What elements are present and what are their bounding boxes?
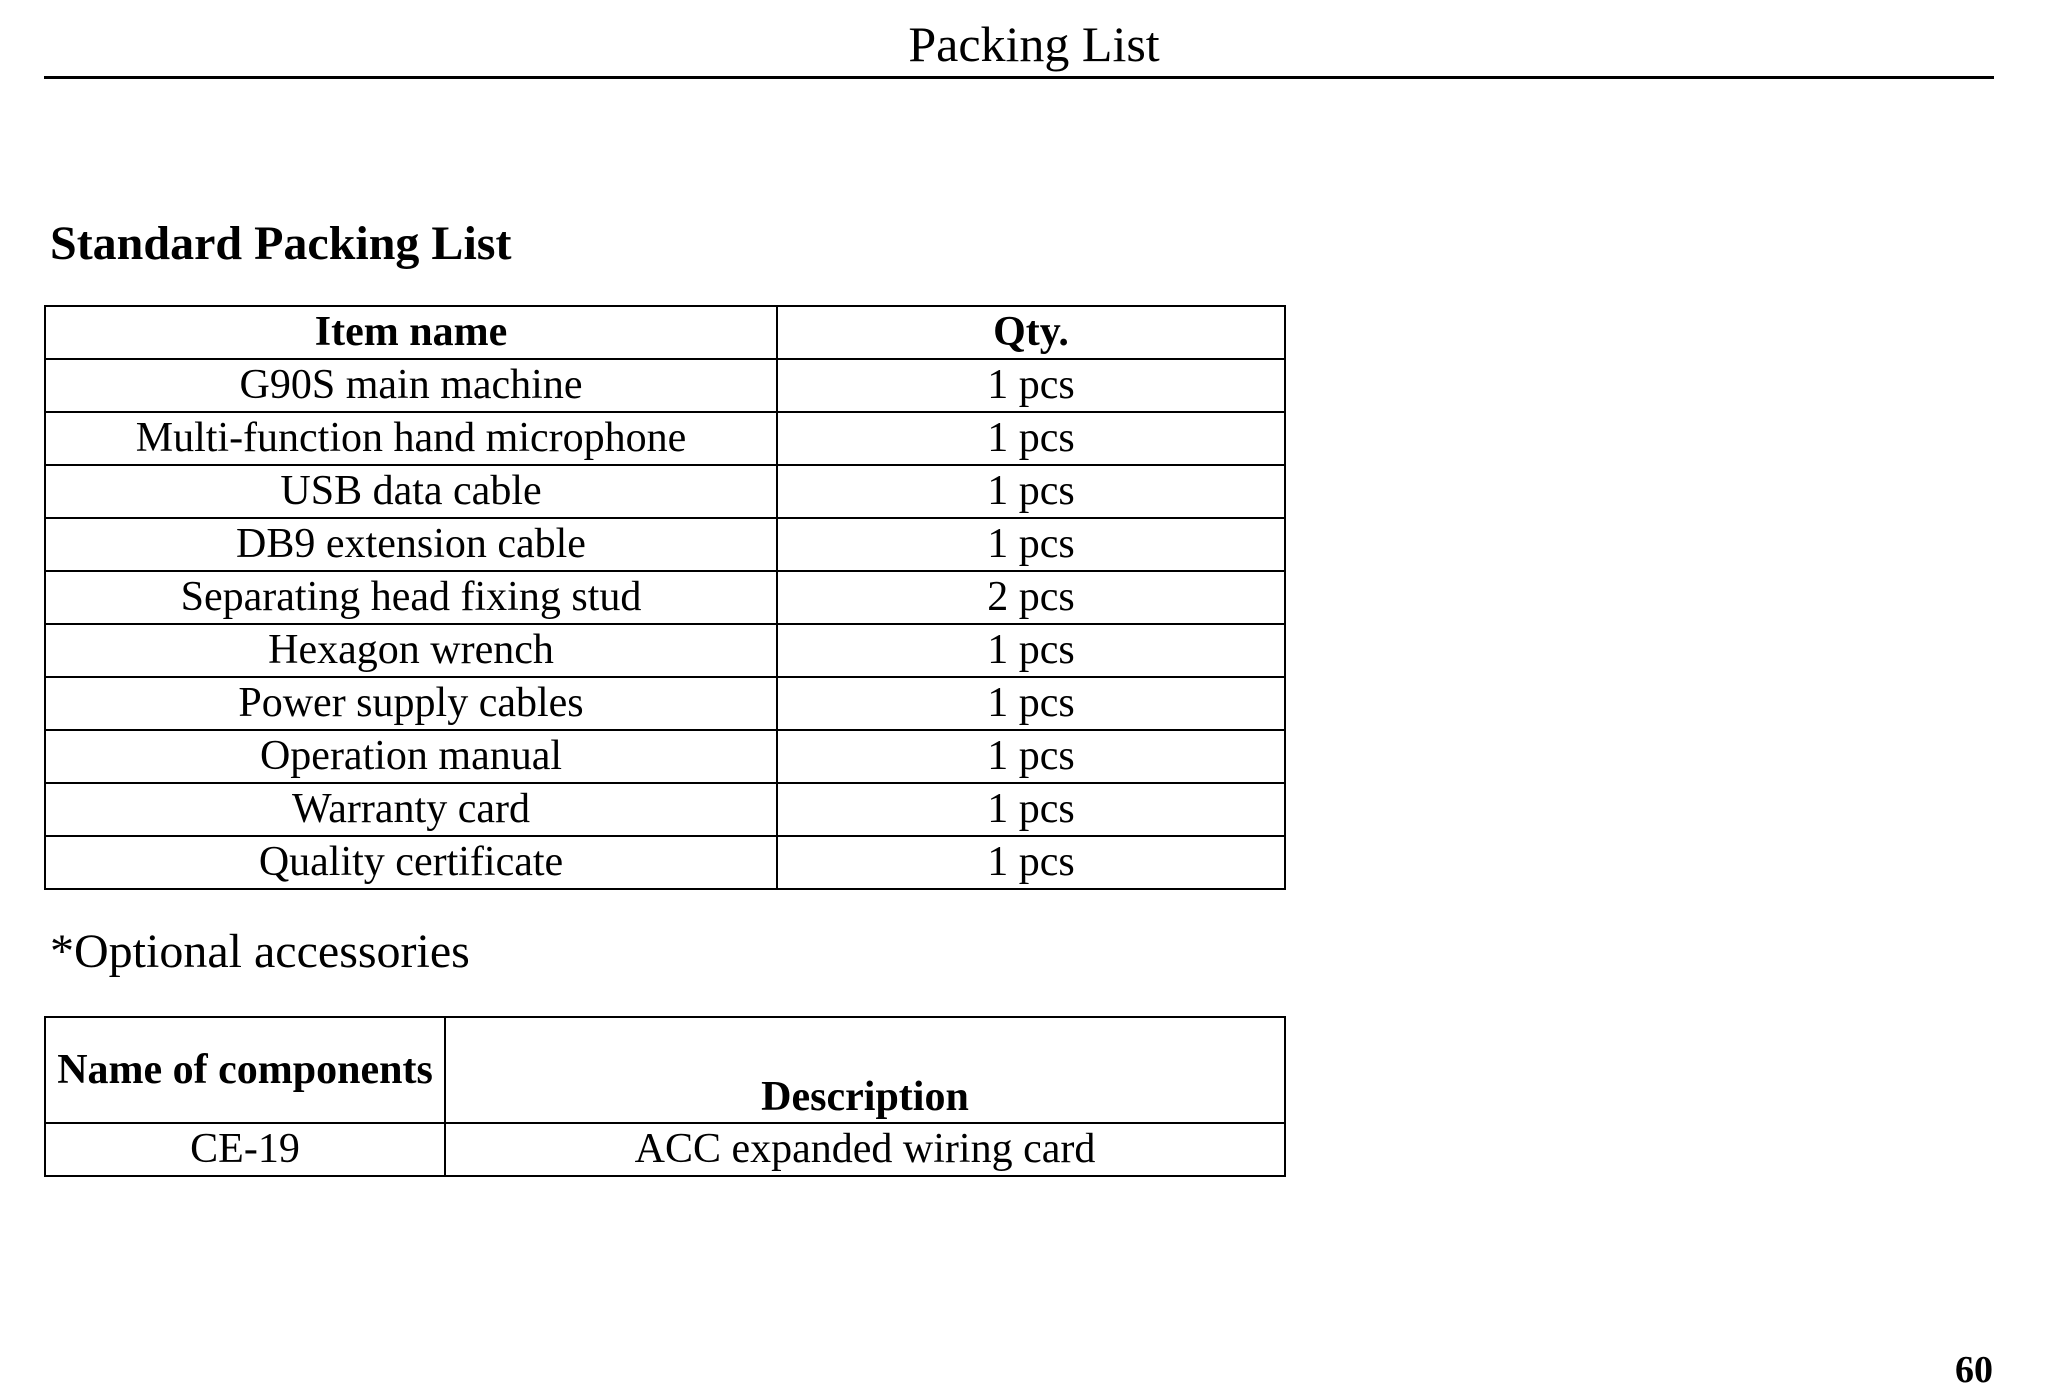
table-row: [45, 412, 1285, 465]
column-header-qty: Qty.: [777, 306, 1285, 359]
item-name-cell: Hexagon wrench: [45, 624, 777, 677]
standard-packing-table: [44, 305, 1286, 890]
column-header-item-name: Item name: [45, 306, 777, 359]
qty-cell: 1 pcs: [777, 730, 1285, 783]
qty-cell: 1 pcs: [777, 359, 1285, 412]
table-row: [45, 1123, 1285, 1176]
qty-cell: 1 pcs: [777, 624, 1285, 677]
component-description-cell: ACC expanded wiring card: [445, 1123, 1285, 1176]
table-header-row: [45, 1017, 1285, 1123]
table-row: [45, 571, 1285, 624]
table-row: [45, 677, 1285, 730]
standard-section-title: Standard Packing List: [50, 217, 512, 270]
column-header-name-of-components: Name of components: [45, 1017, 445, 1123]
table-row: [45, 836, 1285, 889]
page-title: Packing List: [908, 16, 1160, 72]
table-row: [45, 730, 1285, 783]
qty-cell: 1 pcs: [777, 836, 1285, 889]
optional-section-title: *Optional accessories: [50, 925, 470, 978]
table-row: [45, 359, 1285, 412]
item-name-cell: Operation manual: [45, 730, 777, 783]
page-number: 60: [1955, 1349, 1993, 1391]
qty-cell: 1 pcs: [777, 518, 1285, 571]
item-name-cell: DB9 extension cable: [45, 518, 777, 571]
component-name-cell: CE-19: [45, 1123, 445, 1176]
item-name-cell: Quality certificate: [45, 836, 777, 889]
table-row: [45, 783, 1285, 836]
optional-accessories-table: [44, 1016, 1286, 1177]
item-name-cell: USB data cable: [45, 465, 777, 518]
column-header-description: Description: [445, 1017, 1285, 1123]
item-name-cell: Multi-function hand microphone: [45, 412, 777, 465]
table-row: [45, 518, 1285, 571]
table-row: [45, 624, 1285, 677]
item-name-cell: G90S main machine: [45, 359, 777, 412]
item-name-cell: Warranty card: [45, 783, 777, 836]
qty-cell: 1 pcs: [777, 412, 1285, 465]
item-name-cell: Power supply cables: [45, 677, 777, 730]
item-name-cell: Separating head fixing stud: [45, 571, 777, 624]
qty-cell: 1 pcs: [777, 783, 1285, 836]
table-header-row: [45, 306, 1285, 359]
page-header: [44, 12, 1994, 79]
qty-cell: 1 pcs: [777, 465, 1285, 518]
qty-cell: 1 pcs: [777, 677, 1285, 730]
table-row: [45, 465, 1285, 518]
qty-cell: 2 pcs: [777, 571, 1285, 624]
